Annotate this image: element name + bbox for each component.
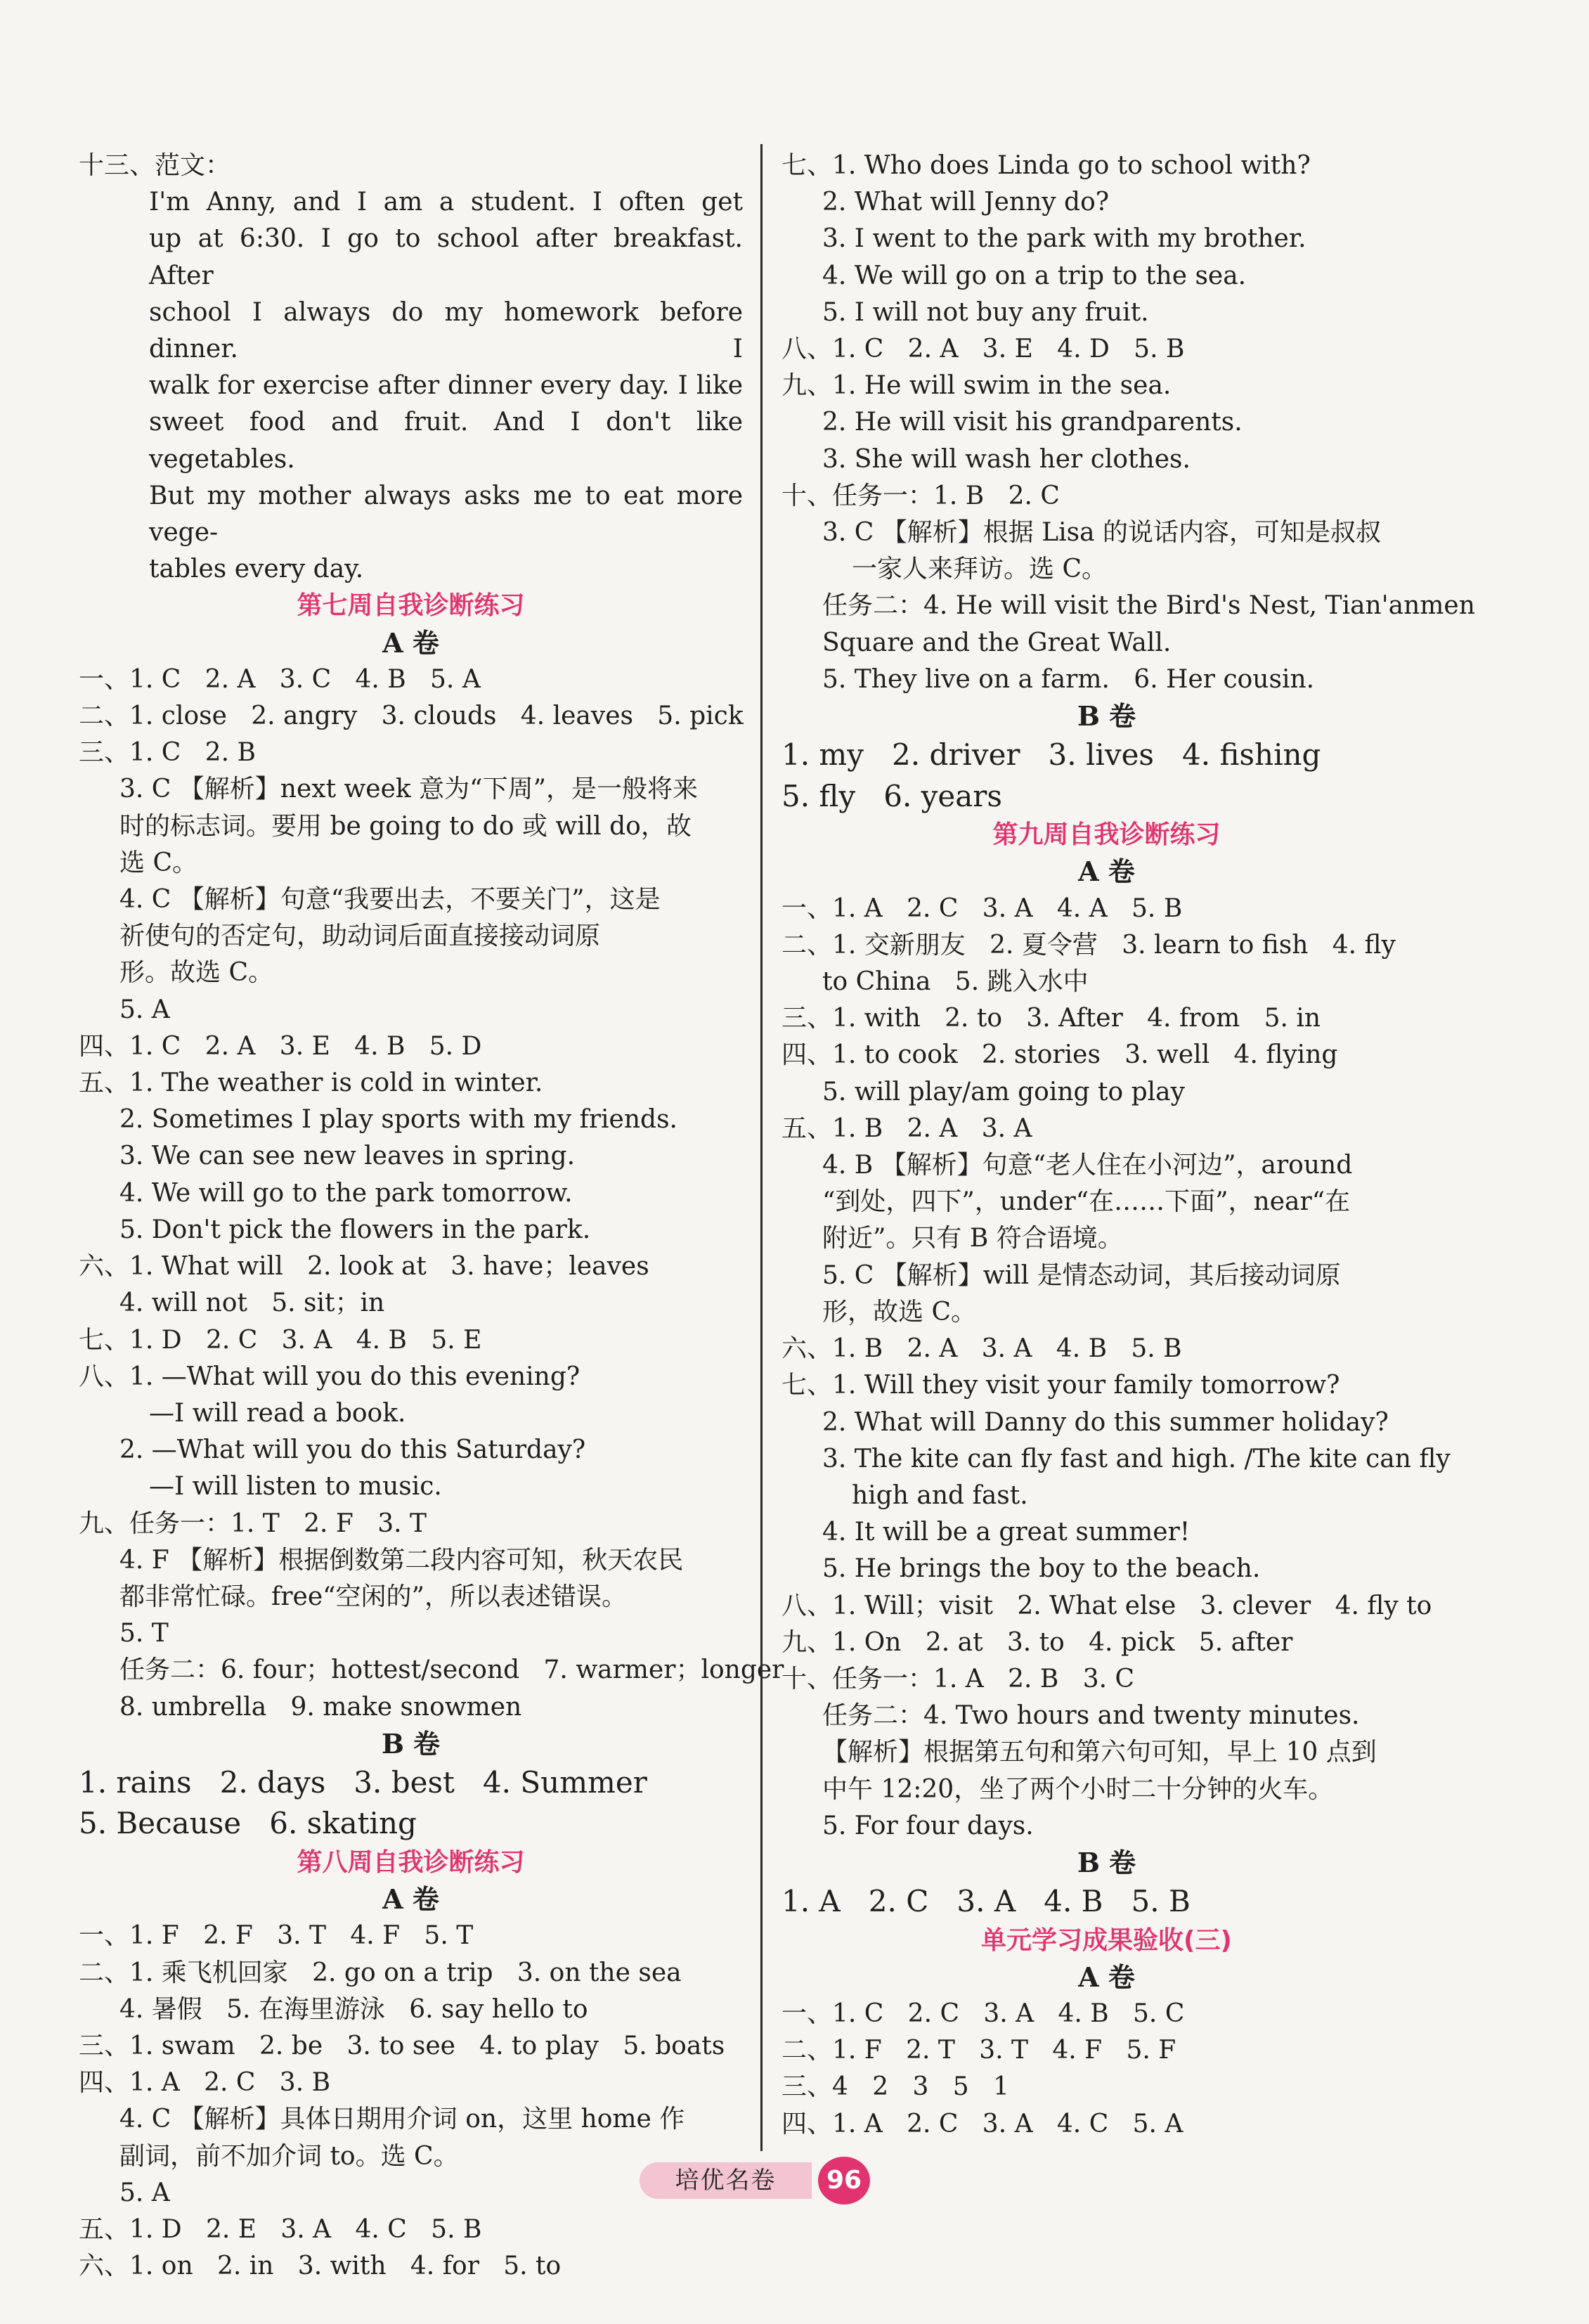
answer-line: 2. What will Jenny do? [822, 188, 1110, 217]
answer-line: 5. For four days. [822, 1811, 1034, 1840]
paper-part-label: B 卷 [1077, 700, 1136, 732]
answer-line: 5. I will not buy any fruit. [822, 297, 1149, 327]
answer-line: 5. Don't pick the flowers in the park. [119, 1215, 591, 1244]
answer-line: 一、1. A 2. C 3. A 4. A 5. B [781, 893, 1183, 923]
answer-line: 六、1. What will 2. look at 3. have；leaves [79, 1252, 649, 1282]
answer-line: 六、1. on 2. in 3. with 4. for 5. to [79, 2252, 562, 2281]
answer-line: 三、1. with 2. to 3. After 4. from 5. in [781, 1004, 1321, 1033]
answer-line: Square and the Great Wall. [822, 628, 1172, 657]
answer-line: 八、1. Will；visit 2. What else 3. clever 4. fly to [781, 1591, 1432, 1620]
answer-line: 三、1. swam 2. be 3. to see 4. to play 5. boats [79, 2031, 725, 2060]
answer-line: 4. F 【解析】根据倒数第二段内容可知，秋天农民 [119, 1545, 684, 1575]
paper-part-label: A 卷 [382, 1883, 439, 1916]
right-column [781, 148, 1475, 2143]
answer-line: 3. We can see new leaves in spring. [119, 1142, 576, 1171]
answer-line: 5. will play/am going to play [822, 1077, 1185, 1106]
answer-line: 5. A [119, 995, 170, 1024]
answer-line: 三、1. C 2. B [79, 738, 256, 768]
paper-part-label: A 卷 [1078, 1961, 1135, 1993]
answer-line: 2. —What will you do this Saturday? [119, 1435, 586, 1465]
answer-line: 4. We will go on a trip to the sea. [822, 261, 1247, 290]
answer-line: 5. A [119, 2178, 170, 2207]
answer-line: 一、1. C 2. A 3. C 4. B 5. A [79, 664, 481, 694]
answer-line: 十三、范文： [79, 151, 231, 180]
answer-line: 一、1. F 2. F 3. T 4. F 5. T [79, 1921, 474, 1951]
answer-line: 二、1. close 2. angry 3. clouds 4. leaves 5. pick [79, 702, 744, 731]
answer-line: 4. It will be a great summer! [822, 1518, 1191, 1547]
essay-line: walk for exercise after dinner every day. I like [149, 371, 743, 401]
answer-line: 3. She will wash her clothes. [822, 444, 1191, 474]
answer-line: 八、1. C 2. A 3. E 4. D 5. B [781, 335, 1185, 364]
essay-line: I'm Anny, and I am a student. I often get [149, 188, 743, 217]
footer-book-title: 培优名卷 [640, 2162, 812, 2199]
answer-line: 四、1. to cook 2. stories 3. well 4. flying [781, 1040, 1338, 1070]
section-heading: 第九周自我诊断练习 [992, 820, 1221, 850]
answer-line: 八、1. —What will you do this evening? [79, 1362, 581, 1391]
answer-line: 十、任务一：1. B 2. C [781, 481, 1060, 510]
paper-part-label: A 卷 [1078, 856, 1135, 888]
answer-line: 任务二：4. He will visit the Bird's Nest, Tian'anmen [822, 591, 1475, 621]
answer-line: —I will listen to music. [149, 1472, 442, 1502]
answer-line: 任务二：6. four；hottest/second 7. warmer；longer [119, 1655, 784, 1685]
part-b-answers: 5. fly 6. years [781, 778, 1002, 813]
section-heading: 单元学习成果验收(三) [981, 1925, 1232, 1955]
answer-line: 二、1. 乘飞机回家 2. go on a trip 3. on the sea [79, 1958, 682, 1987]
answer-line: 副词，前不加介词 to。选 C。 [119, 2141, 459, 2171]
part-b-answers: 1. rains 2. days 3. best 4. Summer [79, 1764, 647, 1800]
answer-line: 四、1. A 2. C 3. B [79, 2068, 331, 2098]
answer-line: 2. Sometimes I play sports with my friends. [119, 1105, 678, 1135]
answer-line: 4. C 【解析】具体日期用介词 on，这里 home 作 [119, 2105, 685, 2134]
answer-line: 七、1. Who does Linda go to school with? [781, 151, 1311, 180]
answer-line: 5. They live on a farm. 6. Her cousin. [822, 664, 1315, 694]
answer-line: 五、1. D 2. E 3. A 4. C 5. B [79, 2214, 482, 2244]
answer-line: 二、1. F 2. T 3. T 4. F 5. F [781, 2036, 1176, 2065]
answer-line: 十、任务一：1. A 2. B 3. C [781, 1664, 1135, 1693]
left-column [79, 148, 784, 2285]
section-heading: 第七周自我诊断练习 [297, 591, 525, 621]
answer-line: 3. C 【解析】根据 Lisa 的说话内容，可知是叔叔 [822, 518, 1382, 548]
part-b-answers: 1. A 2. C 3. A 4. B 5. B [781, 1884, 1191, 1919]
essay-line: sweet food and fruit. And I don't like vegetables. [149, 408, 743, 474]
essay-line: tables every day. [149, 555, 364, 584]
answer-line: 4. will not 5. sit；in [119, 1289, 385, 1318]
section-heading: 第八周自我诊断练习 [297, 1847, 525, 1877]
answer-line: 九、1. He will swim in the sea. [781, 371, 1172, 401]
answer-line: 5. C 【解析】will 是情态动词，其后接动词原 [822, 1260, 1341, 1290]
answer-line: 九、1. On 2. at 3. to 4. pick 5. after [781, 1627, 1293, 1657]
answer-line: 五、1. The weather is cold in winter. [79, 1069, 543, 1098]
answer-line: 3. The kite can fly fast and high. /The kite can fly [822, 1444, 1451, 1473]
answer-line: to China 5. 跳入水中 [822, 967, 1089, 997]
answer-line: 2. What will Danny do this summer holiday? [822, 1407, 1389, 1437]
answer-line: 选 C。 [119, 848, 197, 877]
essay-line: But my mother always asks me to eat more vege- [149, 481, 743, 548]
answer-line: 时的标志词。要用 be going to do 或 will do，故 [119, 811, 692, 841]
answer-line: 8. umbrella 9. make snowmen [119, 1692, 522, 1722]
paper-part-label: B 卷 [1077, 1846, 1136, 1878]
answer-line: high and fast. [852, 1480, 1028, 1510]
answer-line: 4. C 【解析】句意“我要出去，不要关门”，这是 [119, 885, 661, 915]
answer-line: 【解析】根据第五句和第六句可知，早上 10 点到 [822, 1738, 1377, 1767]
part-b-answers: 1. my 2. driver 3. lives 4. fishing [781, 737, 1321, 773]
part-b-answers: 5. Because 6. skating [79, 1806, 417, 1841]
answer-line: 都非常忙碌。free“空闲的”，所以表述错误。 [119, 1582, 627, 1611]
page-footer [0, 2157, 1589, 2206]
answer-line: 一家人来拜访。选 C。 [852, 555, 1107, 584]
answer-line: 九、任务一：1. T 2. F 3. T [79, 1509, 427, 1538]
essay-line: school I always do my homework before dinner. I [149, 297, 743, 364]
answer-line: 四、1. C 2. A 3. E 4. B 5. D [79, 1031, 482, 1061]
answer-line: 祈使句的否定句，助动词后面直接接动词原 [119, 922, 601, 951]
essay-line: up at 6:30. I go to school after breakfast. After [149, 224, 743, 290]
paper-part-label: A 卷 [382, 626, 439, 659]
answer-line: 3. C 【解析】next week 意为“下周”，是一般将来 [119, 775, 698, 804]
answer-line: 附近”。只有 B 符合语境。 [822, 1224, 1123, 1253]
column-divider [760, 144, 763, 2151]
answer-line: 4. We will go to the park tomorrow. [119, 1178, 573, 1208]
answer-line: 三、4 2 3 5 1 [781, 2072, 1009, 2102]
paper-part-label: B 卷 [381, 1727, 441, 1760]
answer-line: 2. He will visit his grandparents. [822, 408, 1243, 437]
answer-line: 七、1. D 2. C 3. A 4. B 5. E [79, 1325, 482, 1355]
answer-line: 任务二：4. Two hours and twenty minutes. [822, 1701, 1360, 1731]
answer-line: 5. He brings the boy to the beach. [822, 1554, 1261, 1584]
answer-line: 形，故选 C。 [822, 1297, 976, 1326]
answer-line: 中午 12:20，坐了两个小时二十分钟的火车。 [822, 1774, 1334, 1804]
answer-line: 一、1. C 2. C 3. A 4. B 5. C [781, 1999, 1185, 2029]
answer-line: 形。故选 C。 [119, 958, 273, 988]
answer-line: “到处，四下”，under“在……下面”，near“在 [822, 1187, 1351, 1217]
answer-line: 五、1. B 2. A 3. A [781, 1113, 1032, 1143]
answer-line: 5. T [119, 1619, 169, 1648]
answer-line: 4. 暑假 5. 在海里游泳 6. say hello to [119, 1994, 588, 2024]
answer-line: 4. B 【解析】句意“老人住在小河边”，around [822, 1151, 1353, 1180]
answer-line: 四、1. A 2. C 3. A 4. C 5. A [781, 2109, 1183, 2138]
answer-line: 七、1. Will they visit your family tomorrow? [781, 1371, 1340, 1400]
answer-line: 六、1. B 2. A 3. A 4. B 5. B [781, 1334, 1182, 1364]
answer-line: —I will read a book. [149, 1398, 406, 1428]
answer-line: 二、1. 交新朋友 2. 夏令营 3. learn to fish 4. fly [781, 930, 1396, 960]
page-number-badge: 96 [818, 2157, 870, 2204]
answer-line: 3. I went to the park with my brother. [822, 224, 1306, 254]
